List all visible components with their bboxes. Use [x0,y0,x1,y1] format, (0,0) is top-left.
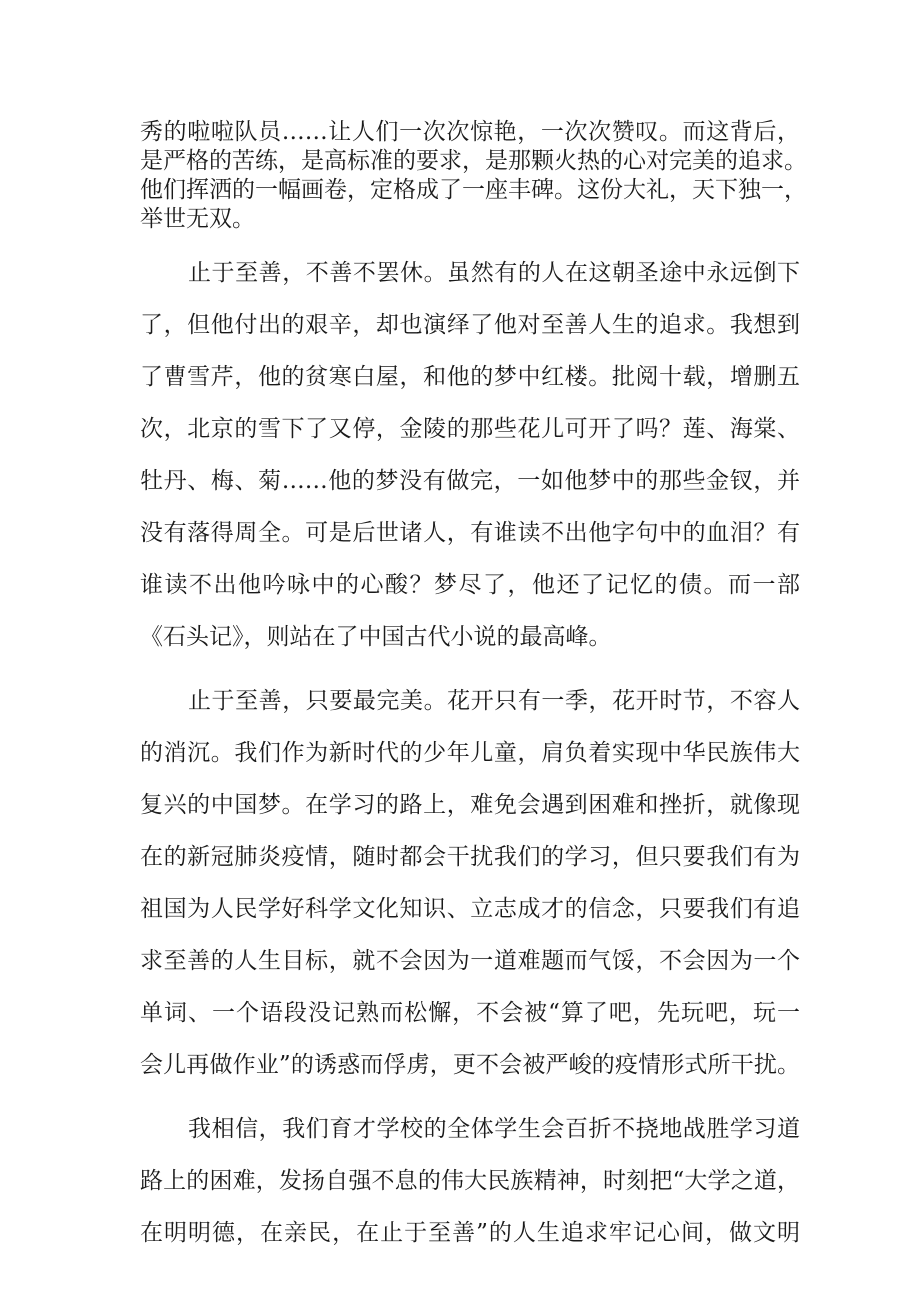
paragraph-3-line-1: 止于至善，只要最完美。花开只有一季，花开时节，不容人 [188,688,800,714]
paragraph-2-line-8: 《石头记》，则站在了中国古代小说的最高峰。 [140,624,612,650]
paragraph-2-line-6: 没有落得周全。可是后世诸人，有谁读不出他字句中的血泪？有 [140,520,800,546]
paragraph-2-line-3: 了曹雪芹，他的贫寒白屋，和他的梦中红楼。批阅十载，增删五 [140,364,800,390]
paragraph-2-line-1: 止于至善，不善不罢休。虽然有的人在这朝圣途中永远倒下 [188,260,800,286]
paragraph-1-line-3: 他们挥洒的一幅画卷，定格成了一座丰碑。这份大礼，天下独一， [140,177,807,203]
paragraph-1-line-2: 是严格的苦练，是高标准的要求，是那颗火热的心对完美的追求。 [140,148,807,174]
paragraph-4-line-1: 我相信，我们育才学校的全体学生会百折不挠地战胜学习道 [188,1116,800,1142]
paragraph-3-line-7: 单词、一个语段没记熟而松懈，不会被“算了吧，先玩吧，玩一 [140,1000,800,1026]
paragraph-2-line-4: 次，北京的雪下了又停，金陵的那些花儿可开了吗？莲、海棠、 [140,416,800,442]
paragraph-3-line-2: 的消沉。我们作为新时代的少年儿童，肩负着实现中华民族伟大 [140,740,800,766]
paragraph-3-line-8: 会儿再做作业”的诱惑而俘虏，更不会被严峻的疫情形式所干扰。 [140,1052,800,1078]
paragraph-4-line-2: 路上的困难，发扬自强不息的伟大民族精神，时刻把“大学之道， [140,1168,800,1194]
paragraph-3-line-5: 祖国为人民学好科学文化知识、立志成才的信念，只要我们有追 [140,896,800,922]
paragraph-1-line-4: 举世无双。 [140,206,255,232]
paragraph-1-line-1: 秀的啦啦队员……让人们一次次惊艳，一次次赞叹。而这背后， [140,119,800,145]
paragraph-2-line-5: 牡丹、梅、菊……他的梦没有做完，一如他梦中的那些金钗，并 [140,468,800,494]
paragraph-2-line-7: 谁读不出他吟咏中的心酸？梦尽了，他还了记忆的债。而一部 [140,572,800,598]
paragraph-3-line-3: 复兴的中国梦。在学习的路上，难免会遇到困难和挫折，就像现 [140,792,800,818]
paragraph-2-line-2: 了，但他付出的艰辛，却也演绎了他对至善人生的追求。我想到 [140,312,800,338]
paragraph-4-line-3: 在明明德，在亲民，在止于至善”的人生追求牢记心间，做文明 [140,1220,800,1246]
paragraph-3-line-4: 在的新冠肺炎疫情，随时都会干扰我们的学习，但只要我们有为 [140,844,800,870]
paragraph-3-line-6: 求至善的人生目标，就不会因为一道难题而气馁，不会因为一个 [140,948,800,974]
